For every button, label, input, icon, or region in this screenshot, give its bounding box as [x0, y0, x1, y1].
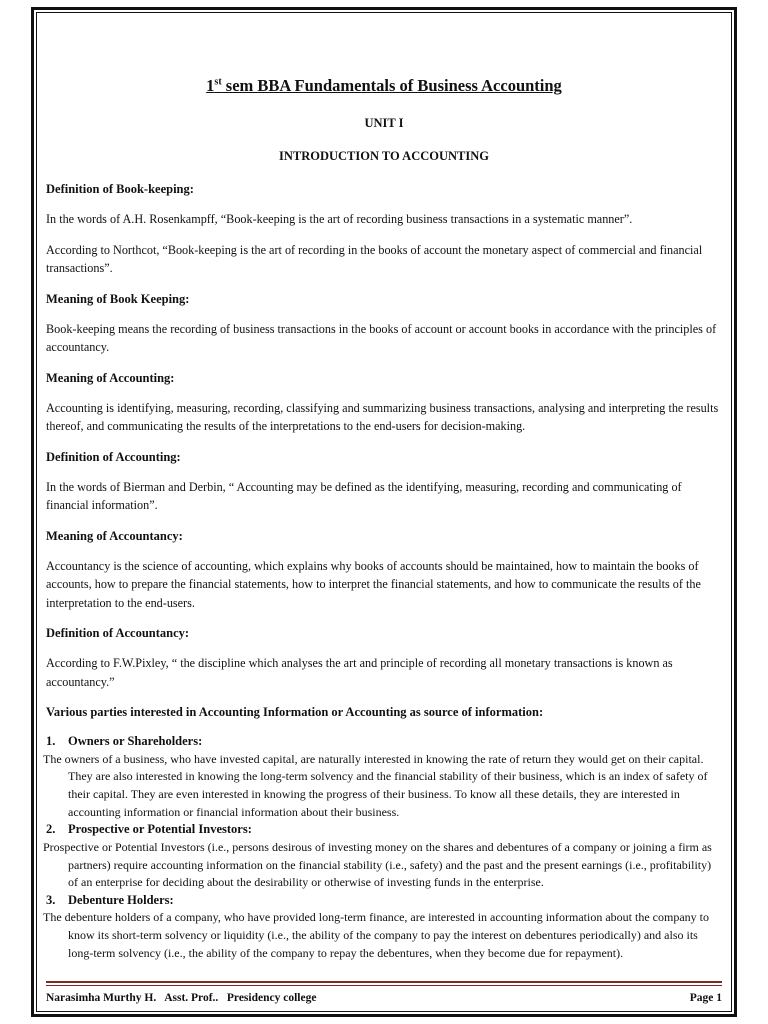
section-heading: Various parties interested in Accounting Information or Accounting as source of information: — [46, 705, 544, 719]
footer-author: Narasimha Murthy H. Asst. Prof.. Presidency college — [46, 992, 317, 1004]
chapter-heading: INTRODUCTION TO ACCOUNTING — [279, 149, 489, 163]
page-number: Page 1 — [689, 992, 722, 1004]
list-number: 3. — [46, 892, 56, 907]
list-number: 1. — [46, 734, 56, 748]
paragraph: In the words of Bierman and Derbin, “ Accounting may be defined as the identifying, measuring, recording and communicating of financial information”. — [46, 479, 682, 512]
footer-rule-thick — [46, 981, 722, 983]
section-definition-accountancy — [46, 624, 722, 691]
paragraph: Accounting is identifying, measuring, recording, classifying and summarizing business transactions, analysing and interpreting the results thereof, and communicating the results of the interpretations to the end-users for decision-making. — [46, 400, 719, 433]
title-superscript: st — [214, 76, 222, 88]
list-number: 2. — [46, 822, 56, 837]
section-heading: Definition of Accountancy: — [46, 626, 190, 640]
list-item-heading — [46, 892, 722, 910]
document-body — [43, 76, 722, 963]
page-footer — [46, 990, 722, 1006]
section-heading: Definition of Accounting: — [46, 449, 181, 464]
paragraph: In the words of A.H. Rosenkampff, “Book-keeping is the art of recording business transactions in a systematic manner”. — [46, 212, 633, 226]
list-item-title: Debenture Holders: — [68, 892, 174, 907]
list-item — [43, 821, 722, 892]
section-meaning-accounting — [46, 369, 722, 436]
section-meaning-accountancy — [46, 527, 722, 613]
paragraph: Accountancy is the science of accounting, which explains why books of accounts should be maintained, how to maintain the books of accounts, how to prepare the financial statements, how to interpret the financial statements, and how to communicate the results of the interpretation to the end-users. — [46, 558, 701, 610]
section-meaning-bookkeeping — [46, 290, 722, 357]
section-definition-bookkeeping — [46, 180, 722, 278]
paragraph: According to F.W.Pixley, “ the discipline which analyses the art and principle of recording all monetary transactions is known as accountancy.” — [46, 656, 673, 689]
list-item — [43, 892, 722, 963]
list-item — [43, 733, 722, 821]
parties-list — [43, 733, 722, 963]
list-item-title: Prospective or Potential Investors: — [68, 822, 252, 837]
section-heading: Meaning of Accountancy: — [46, 528, 183, 543]
title-text: sem BBA Fundamentals of Business Accounting — [221, 76, 562, 95]
list-item-heading — [46, 821, 722, 839]
unit-heading: UNIT I — [364, 116, 404, 130]
document-title — [46, 76, 722, 96]
paragraph: According to Northcot, “Book-keeping is the art of recording in the books of account the monetary aspect of commercial and financial transactions”. — [46, 242, 703, 275]
list-item-body: The debenture holders of a company, who have provided long-term finance, are interested in accounting information about the company to know its short-term solvency or liquidity (i.e., the ability of the company to pay the interest on debentures periodically) and also its long-term solvency (i.e., the ability of the company to repay the debentures, when they become due for repayment). — [43, 910, 709, 960]
title-number: 1 — [206, 76, 215, 95]
section-interested-parties — [43, 703, 722, 963]
list-item-body: The owners of a business, who have invested capital, are naturally interested in knowing the rate of return they would get on their capital. They are also interested in knowing the long-term solvency and the financial stability of their business, which is an index of safety of their capital. They are even interested in knowing the progress of their business. To know all these details, they are interested in accounting information or financial information about their business. — [43, 751, 708, 819]
section-heading: Meaning of Book Keeping: — [46, 291, 190, 306]
paragraph: Book-keeping means the recording of business transactions in the books of account or account books in accordance with the principles of accountancy. — [46, 321, 717, 354]
section-heading: Meaning of Accounting: — [46, 370, 175, 385]
list-item-heading — [46, 733, 722, 751]
list-item-title: Owners or Shareholders: — [68, 734, 203, 748]
section-heading: Definition of Book-keeping: — [46, 182, 194, 196]
section-definition-accounting — [46, 448, 722, 515]
footer-rule-thin — [46, 985, 722, 986]
list-item-body: Prospective or Potential Investors (i.e., persons desirous of investing money on the shares and debentures of a company or joining a firm as partners) require accounting information on the financial stability (i.e., safety) and the past and the present earnings (i.e., profitability) of an enterprise for deciding about the desirability or otherwise of investing funds in the enterprise. — [43, 839, 712, 890]
